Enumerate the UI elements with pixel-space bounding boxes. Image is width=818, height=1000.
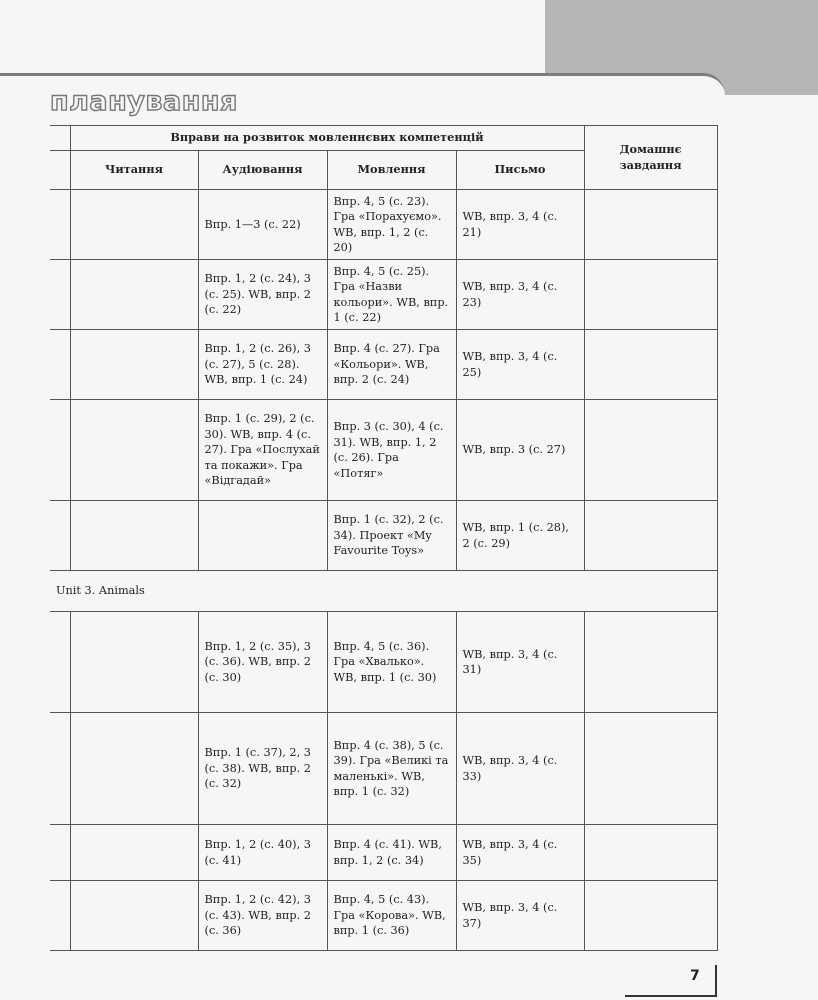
listening-cell: [198, 501, 327, 571]
table-header-row: [50, 126, 717, 151]
table-row: [50, 612, 717, 713]
reading-cell: [70, 825, 198, 881]
writing-cell: WB, впр. 3, 4 (с. 23): [456, 260, 584, 330]
row-lead-cell: [50, 881, 70, 951]
writing-cell: WB, впр. 3, 4 (с. 31): [456, 612, 584, 713]
table-row: [50, 190, 717, 260]
homework-cell: [584, 190, 717, 260]
homework-cell: [584, 713, 717, 825]
writing-cell: WB, впр. 1 (с. 28), 2 (с. 29): [456, 501, 584, 571]
speaking-cell: Впр. 1 (с. 32), 2 (с. 34). Проект «My Favourite Toys»: [327, 501, 456, 571]
listening-cell: Впр. 1 (с. 29), 2 (с. 30). WB, впр. 4 (с. 27). Гра «Послухай та покажи». Гра «Відгадай»: [198, 400, 327, 501]
speaking-cell: Впр. 4, 5 (с. 36). Гра «Хвалько». WB, впр. 1 (с. 30): [327, 612, 456, 713]
table-row: [50, 260, 717, 330]
header-rule: [0, 73, 545, 76]
listening-cell: Впр. 1, 2 (с. 26), 3 (с. 27), 5 (с. 28). WB, впр. 1 (с. 24): [198, 330, 327, 400]
table-row: [50, 825, 717, 881]
speaking-cell: Впр. 4, 5 (с. 43). Гра «Корова». WB, впр. 1 (с. 36): [327, 881, 456, 951]
listening-cell: Впр. 1, 2 (с. 42), 3 (с. 43). WB, впр. 2 (с. 36): [198, 881, 327, 951]
writing-cell: WB, впр. 3, 4 (с. 37): [456, 881, 584, 951]
listening-cell: Впр. 1 (с. 37), 2, 3 (с. 38). WB, впр. 2 (с. 32): [198, 713, 327, 825]
writing-cell: WB, впр. 3 (с. 27): [456, 400, 584, 501]
row-lead-cell: [50, 501, 70, 571]
unit-row: [50, 571, 717, 612]
reading-cell: [70, 330, 198, 400]
homework-cell: [584, 881, 717, 951]
row-lead-cell: [50, 330, 70, 400]
listening-cell: Впр. 1, 2 (с. 24), 3 (с. 25). WB, впр. 2 (с. 22): [198, 260, 327, 330]
page-number-rule-horizontal: [625, 995, 717, 997]
header-speaking: Мовлення: [327, 151, 456, 190]
section-title: планування: [50, 86, 238, 117]
row-lead-cell: [50, 825, 70, 881]
writing-cell: WB, впр. 3, 4 (с. 21): [456, 190, 584, 260]
speaking-cell: Впр. 4 (с. 27). Гра «Кольори». WB, впр. 2 (с. 24): [327, 330, 456, 400]
unit-label: Unit 3. Animals: [50, 571, 717, 612]
table-row: [50, 501, 717, 571]
table-row: [50, 330, 717, 400]
speaking-cell: Впр. 4 (с. 41). WB, впр. 1, 2 (с. 34): [327, 825, 456, 881]
writing-cell: WB, впр. 3, 4 (с. 25): [456, 330, 584, 400]
header-rule-curve: [545, 73, 725, 95]
reading-cell: [70, 400, 198, 501]
reading-cell: [70, 501, 198, 571]
header-bar: [0, 0, 545, 74]
header-blank: [50, 151, 70, 190]
row-lead-cell: [50, 190, 70, 260]
reading-cell: [70, 612, 198, 713]
speaking-cell: Впр. 4 (с. 38), 5 (с. 39). Гра «Великі та маленькі». WB, впр. 1 (с. 32): [327, 713, 456, 825]
table-row: [50, 713, 717, 825]
row-lead-cell: [50, 612, 70, 713]
homework-cell: [584, 330, 717, 400]
header-homework: Домашнє завдання: [584, 126, 717, 190]
speaking-cell: Впр. 4, 5 (с. 25). Гра «Назви кольори». WB, впр. 1 (с. 22): [327, 260, 456, 330]
speaking-cell: Впр. 3 (с. 30), 4 (с. 31). WB, впр. 1, 2 (с. 26). Гра «Потяг»: [327, 400, 456, 501]
table-row: [50, 881, 717, 951]
homework-cell: [584, 400, 717, 501]
homework-cell: [584, 260, 717, 330]
reading-cell: [70, 190, 198, 260]
header-group-competencies: Вправи на розвиток мовленнєвих компетенцій: [70, 126, 584, 151]
reading-cell: [70, 713, 198, 825]
writing-cell: WB, впр. 3, 4 (с. 35): [456, 825, 584, 881]
writing-cell: WB, впр. 3, 4 (с. 33): [456, 713, 584, 825]
page-number: 7: [690, 968, 700, 984]
planning-table: [50, 125, 718, 951]
listening-cell: Впр. 1, 2 (с. 35), 3 (с. 36). WB, впр. 2 (с. 30): [198, 612, 327, 713]
reading-cell: [70, 881, 198, 951]
row-lead-cell: [50, 400, 70, 501]
listening-cell: Впр. 1, 2 (с. 40), 3 (с. 41): [198, 825, 327, 881]
speaking-cell: Впр. 4, 5 (с. 23). Гра «Порахуємо». WB, впр. 1, 2 (с. 20): [327, 190, 456, 260]
header-blank: [50, 126, 70, 151]
header-writing: Письмо: [456, 151, 584, 190]
table-row: [50, 400, 717, 501]
homework-cell: [584, 825, 717, 881]
homework-cell: [584, 501, 717, 571]
row-lead-cell: [50, 260, 70, 330]
header-listening: Аудіювання: [198, 151, 327, 190]
row-lead-cell: [50, 713, 70, 825]
homework-cell: [584, 612, 717, 713]
page-number-rule-vertical: [715, 965, 717, 997]
reading-cell: [70, 260, 198, 330]
listening-cell: Впр. 1—3 (с. 22): [198, 190, 327, 260]
header-reading: Читання: [70, 151, 198, 190]
